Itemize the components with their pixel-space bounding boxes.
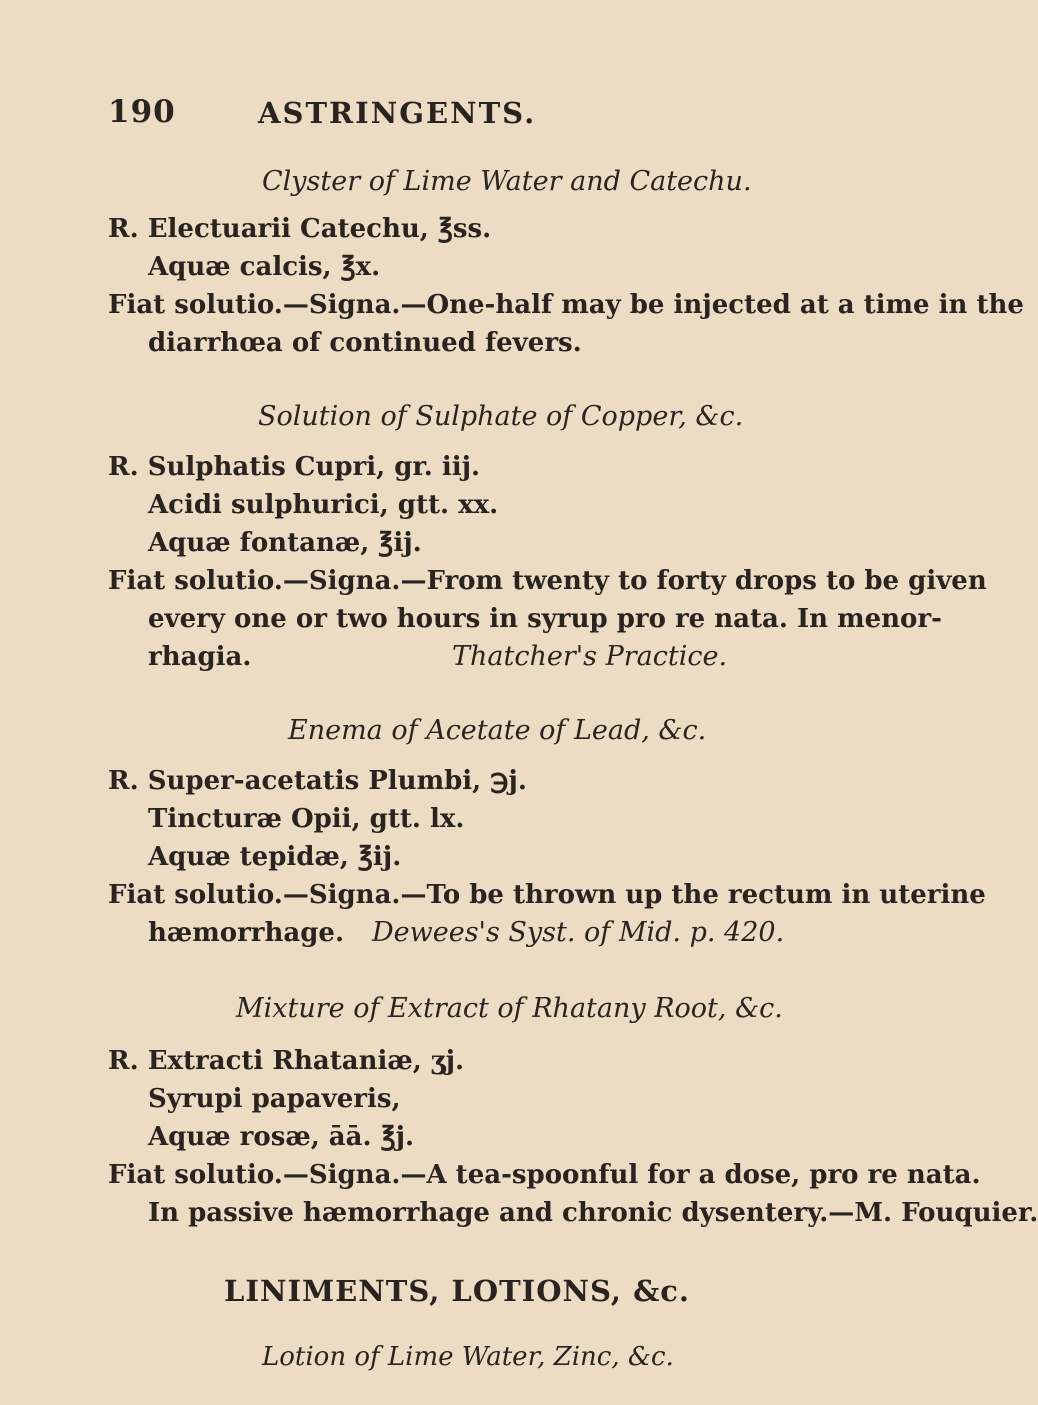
chapter-heading: LINIMENTS, LOTIONS, &c.: [224, 1274, 691, 1308]
recipe-line: Aquæ calcis, ℥x.: [148, 252, 381, 282]
recipe-line: rhagia.: [148, 642, 252, 672]
recipe-line: Syrupi papaveris,: [148, 1084, 401, 1114]
source-citation: Thatcher's Practice.: [452, 641, 728, 672]
source-citation: Dewees's Syst. of Mid. p. 420.: [372, 917, 785, 948]
recipe-line: R. Electuarii Catechu, ℥ss.: [108, 214, 492, 244]
recipe-line: Fiat solutio.—Signa.—To be thrown up the rectum in uterine: [108, 880, 986, 910]
section-title-copper: Solution of Sulphate of Copper, &c.: [258, 401, 744, 432]
recipe-line: Fiat solutio.—Signa.—From twenty to forty drops to be given: [108, 566, 987, 596]
section-title-clyster: Clyster of Lime Water and Catechu.: [262, 166, 752, 197]
recipe-line: R. Super-acetatis Plumbi, ℈j.: [108, 766, 527, 796]
recipe-line: diarrhœa of continued fevers.: [148, 328, 582, 358]
recipe-line: every one or two hours in syrup pro re nata. In menor-: [148, 604, 942, 634]
recipe-line: hæmorrhage.: [148, 918, 345, 948]
section-title-lotion: Lotion of Lime Water, Zinc, &c.: [262, 1342, 674, 1372]
recipe-line: R. Sulphatis Cupri, gr. iij.: [108, 452, 481, 482]
page-number: 190: [108, 94, 176, 130]
running-title: ASTRINGENTS.: [258, 96, 537, 130]
recipe-line: Fiat solutio.—Signa.—One-half may be injected at a time in the: [108, 290, 1024, 320]
recipe-line: Tincturæ Opii, gtt. lx.: [148, 804, 465, 834]
recipe-line: In passive hæmorrhage and chronic dysentery.—M. Fouquier.: [148, 1198, 1038, 1228]
recipe-line: Acidi sulphurici, gtt. xx.: [148, 490, 499, 520]
recipe-line: Aquæ rosæ, āā. ℥j.: [148, 1122, 415, 1152]
recipe-line: Aquæ tepidæ, ℥ij.: [148, 842, 402, 872]
recipe-line: Aquæ fontanæ, ℥ij.: [148, 528, 422, 558]
recipe-line: R. Extracti Rhataniæ, ʒj.: [108, 1046, 465, 1076]
recipe-line: Fiat solutio.—Signa.—A tea-spoonful for a dose, pro re nata.: [108, 1160, 981, 1190]
section-title-rhatany: Mixture of Extract of Rhatany Root, &c.: [236, 993, 783, 1024]
section-title-enema: Enema of Acetate of Lead, &c.: [288, 715, 707, 746]
